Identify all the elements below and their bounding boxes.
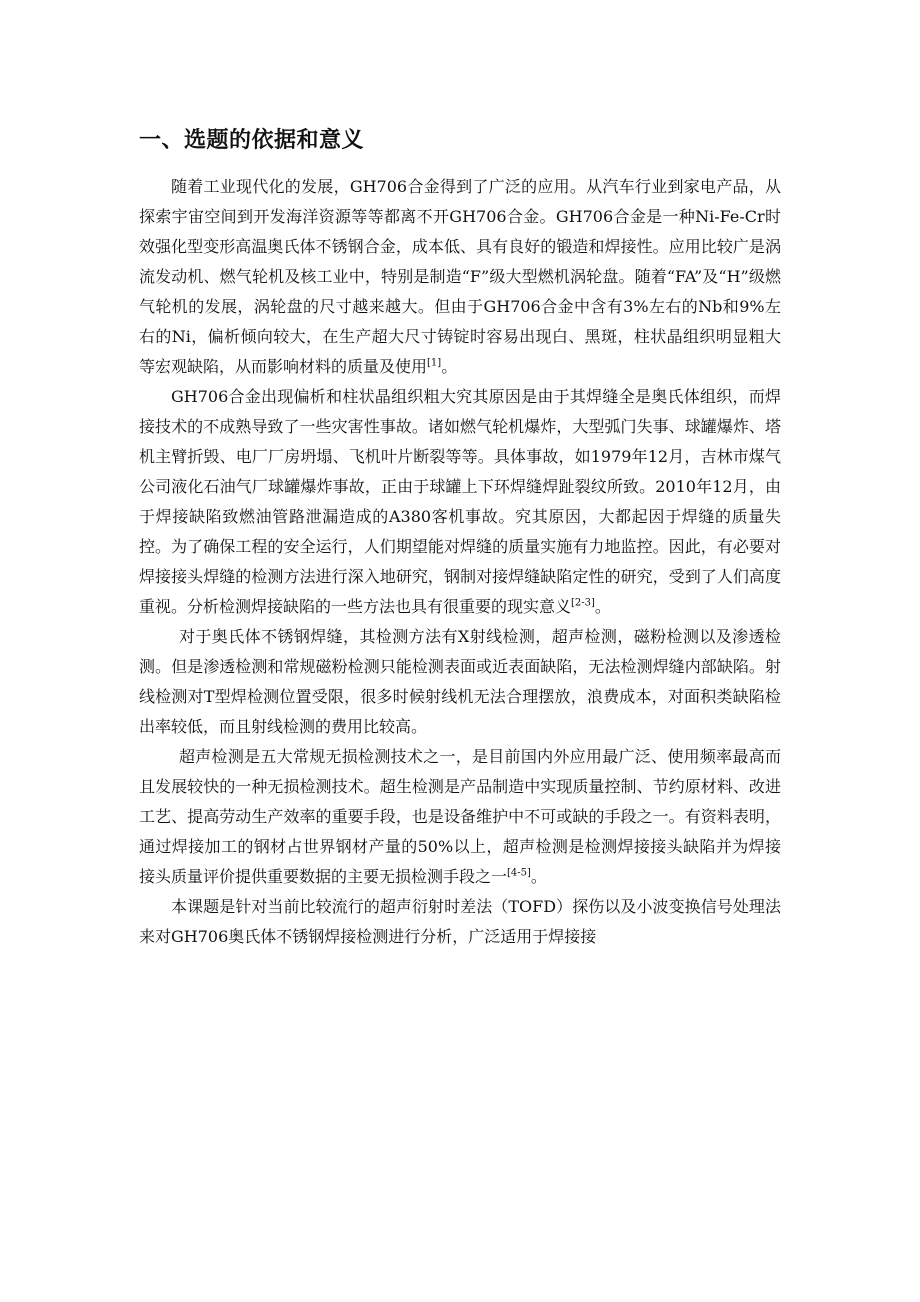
paragraph-text: 本课题是针对当前比较流行的超声衍射时差法（TOFD）探伤以及小波变换信号处理法来对GH706奥氏体不锈钢焊接检测进行分析，广泛适用于焊接接	[139, 897, 781, 946]
paragraph-2	[139, 382, 781, 622]
paragraph-text: 对于奥氏体不锈钢焊缝，其检测方法有X射线检测，超声检测，磁粉检测以及渗透检测。但是渗透检测和常规磁粉检测只能检测表面或近表面缺陷，无法检测焊缝内部缺陷。射线检测对T型焊检测位置受限，很多时候射线机无法合理摆放，浪费成本，对面积类缺陷检出率较低，而且射线检测的费用比较高。	[139, 627, 781, 736]
citation: [2-3]	[571, 597, 595, 609]
paragraph-text: GH706合金出现偏析和柱状晶组织粗大究其原因是由于其焊缝全是奥氏体组织，而焊接技术的不成熟导致了一些灾害性事故。诸如燃气轮机爆炸，大型弧门失事、球罐爆炸、塔机主臂折毁、电厂厂房坍塌、飞机叶片断裂等等。具体事故，如1979年12月，吉林市煤气公司液化石油气厂球罐爆炸事故，正由于球罐上下环焊缝焊趾裂纹所致。2010年12月，由于焊接缺陷致燃油管路泄漏造成的A380客机事故。究其原因，大都起因于焊缝的质量失控。为了确保工程的安全运行，人们期望能对焊缝的质量实施有力地监控。因此，有必要对焊接接头焊缝的检测方法进行深入地研究，钢制对接焊缝缺陷定性的研究，受到了人们高度重视。分析检测焊接缺陷的一些方法也具有很重要的现实意义	[139, 387, 781, 616]
section-heading: 一、选题的依据和意义	[139, 128, 365, 153]
paragraph-5	[139, 892, 781, 952]
body-text	[139, 172, 781, 952]
paragraph-text: 随着工业现代化的发展，GH706合金得到了广泛的应用。从汽车行业到家电产品，从探索宇宙空间到开发海洋资源等等都离不开GH706合金。GH706合金是一种Ni-Fe-Cr时效强化型变形高温奥氏体不锈钢合金，成本低、具有良好的锻造和焊接性。应用比较广是涡流发动机、燃气轮机及核工业中，特别是制造“F”级大型燃机涡轮盘。随着“FA”及“H”级燃气轮机的发展，涡轮盘的尺寸越来越大。但由于GH706合金中含有3%左右的Nb和9%左右的Ni，偏析倾向较大，在生产超大尺寸铸锭时容易出现白、黑斑，柱状晶组织明显粗大等宏观缺陷，从而影响材料的质量及使用	[139, 177, 781, 376]
paragraph-3	[139, 622, 781, 742]
paragraph-tail: 。	[530, 867, 547, 886]
paragraph-1	[139, 172, 781, 382]
paragraph-4	[139, 742, 781, 892]
citation: [4-5]	[507, 867, 531, 879]
paragraph-tail: 。	[441, 357, 458, 376]
paragraph-text: 超声检测是五大常规无损检测技术之一，是目前国内外应用最广泛、使用频率最高而且发展较快的一种无损检测技术。超生检测是产品制造中实现质量控制、节约原材料、改进工艺、提高劳动生产效率的重要手段，也是设备维护中不可或缺的手段之一。有资料表明，通过焊接加工的钢材占世界钢材产量的50%以上，超声检测是检测焊接接头缺陷并为焊接接头质量评价提供重要数据的主要无损检测手段之一	[139, 747, 781, 886]
citation: [1]	[427, 357, 442, 369]
paragraph-tail: 。	[594, 597, 611, 616]
